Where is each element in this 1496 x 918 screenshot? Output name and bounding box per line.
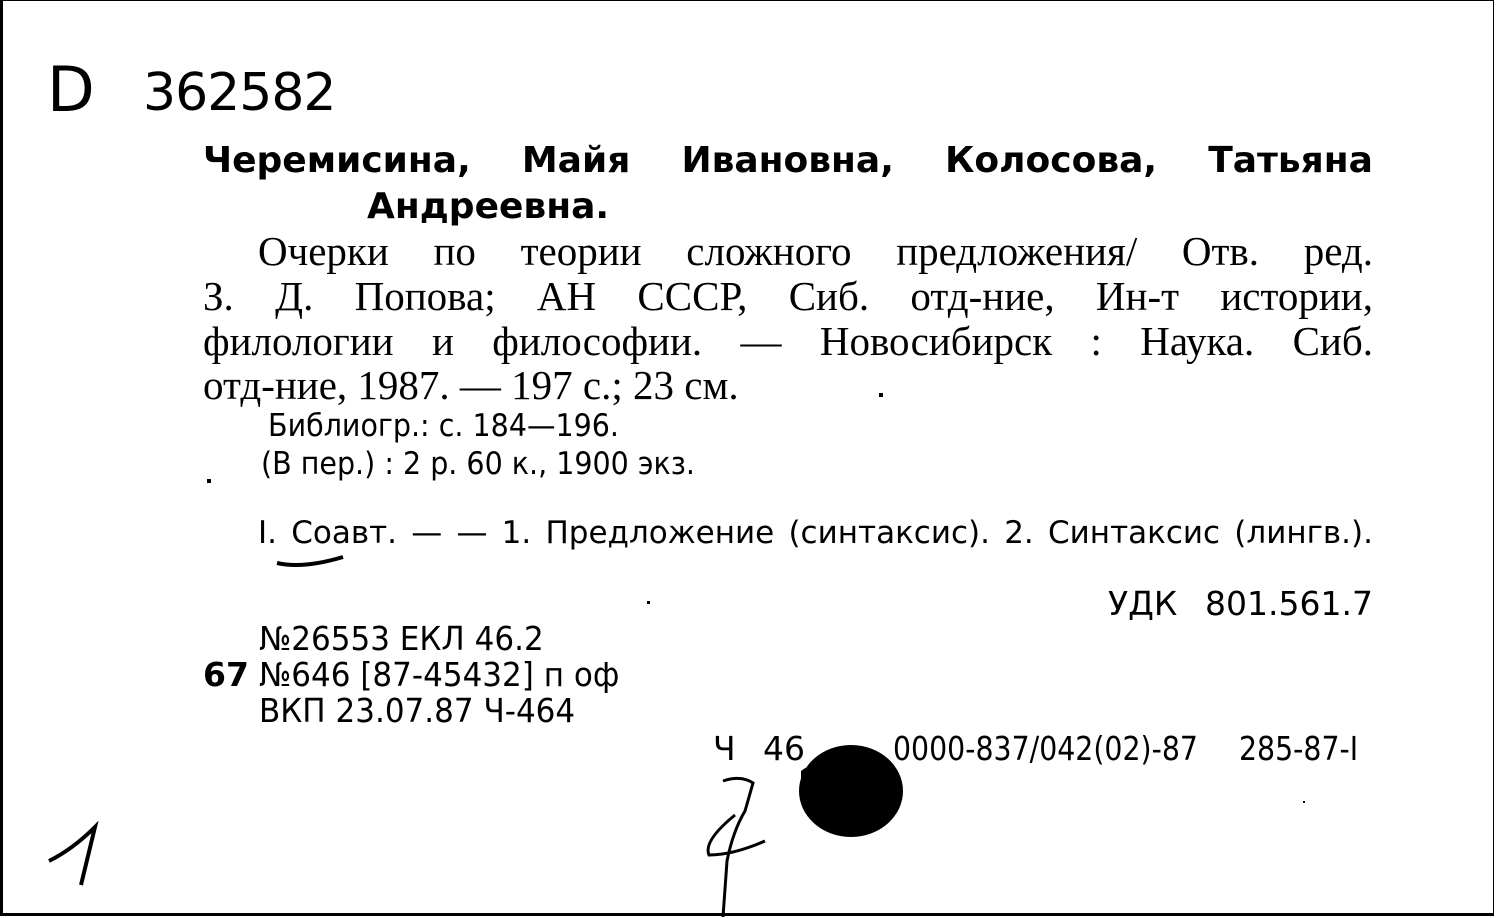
- handwritten-underline: [273, 553, 353, 573]
- registry-number: 67: [203, 655, 249, 694]
- bibliography-note: Библиогр.: с. 184—196.: [268, 408, 620, 444]
- price-note: (В пер.) : 2 р. 60 к., 1900 экз.: [261, 446, 695, 482]
- class-code-start: 46: [763, 729, 805, 768]
- author-name-1: Майя: [521, 140, 631, 181]
- registry-line-2: №646 [87-45432] п оф: [259, 655, 620, 694]
- handwritten-mark-center: [693, 771, 783, 917]
- class-code-tail: 285-87-I: [1239, 729, 1359, 768]
- author-name-2: Татьяна: [1208, 140, 1373, 181]
- title-line-1: Очерки по теории сложного предложения/ Отв. ред.: [258, 228, 1373, 274]
- speck: [647, 601, 650, 604]
- speck: [1303, 801, 1305, 803]
- title-line-2: З. Д. Попова; АН СССР, Сиб. отд-ние, Ин-т истории,: [203, 273, 1373, 319]
- authors-line-2: Андреевна.: [367, 186, 610, 227]
- authors-line-1: [203, 141, 1373, 181]
- registry-line-1: №26553 ЕКЛ 46.2: [259, 619, 544, 658]
- class-code-end: 0000-837/042(02)-87: [893, 729, 1198, 768]
- class-letter: Ч: [713, 729, 736, 768]
- subject-headings: I. Соавт. — — 1. Предложение (синтаксис). 2. Синтаксис (лингв.).: [258, 515, 1373, 551]
- speck: [879, 393, 883, 397]
- handwritten-mark-left: [43, 821, 123, 891]
- title-line-4: отд-ние, 1987. — 197 с.; 23 см.: [203, 362, 739, 408]
- udc-value: 801.561.7: [1205, 584, 1373, 623]
- title-line-3: филологии и философии. — Новосибирск : Наука. Сиб.: [203, 318, 1373, 364]
- author-surname-1: Черемисина,: [203, 140, 471, 181]
- call-number-prefix: D: [47, 53, 95, 126]
- author-surname-2: Колосова,: [944, 140, 1158, 181]
- udc-classification: [1108, 585, 1373, 623]
- call-number: 362582: [143, 63, 336, 123]
- registry-line-3: ВКП 23.07.87 Ч-464: [259, 691, 576, 730]
- udc-label: УДК: [1108, 584, 1178, 623]
- speck: [207, 479, 211, 483]
- author-patronymic-1: Ивановна,: [681, 140, 894, 181]
- ink-blot: [783, 741, 913, 841]
